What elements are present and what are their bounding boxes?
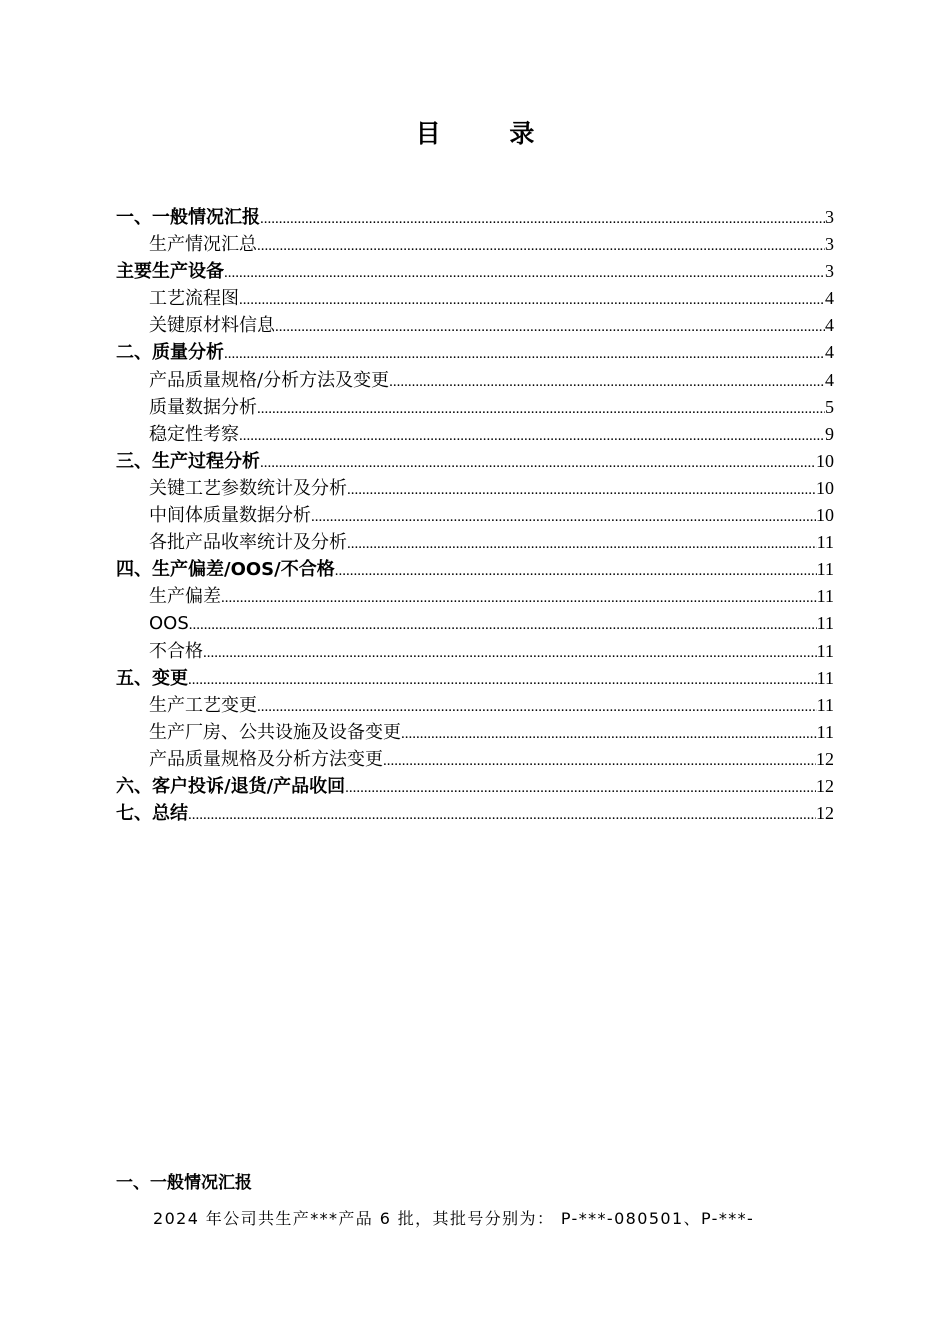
toc-title: 目 录 <box>415 119 565 148</box>
toc-entry-label: 四、生产偏差/OOS/不合格 <box>116 559 335 581</box>
toc-entry-page: 11 <box>816 667 834 688</box>
toc-entry[interactable] <box>116 502 834 529</box>
toc-entry-page: 3 <box>825 234 834 255</box>
table-of-contents <box>116 204 834 827</box>
toc-entry[interactable] <box>116 556 834 583</box>
toc-entry-page: 4 <box>825 315 834 336</box>
toc-entry[interactable] <box>116 258 834 285</box>
toc-leader-dots <box>260 206 825 231</box>
section-heading: 一、一般情况汇报 <box>116 1173 252 1193</box>
toc-entry[interactable] <box>116 692 834 719</box>
toc-leader-dots <box>224 260 825 285</box>
toc-entry[interactable] <box>116 475 834 502</box>
toc-entry-label: 产品质量规格及分析方法变更 <box>149 748 383 770</box>
toc-leader-dots <box>257 396 825 421</box>
toc-entry[interactable] <box>116 367 834 394</box>
toc-entry-page: 11 <box>816 532 834 553</box>
toc-entry-label: OOS <box>149 613 189 635</box>
toc-entry[interactable] <box>116 800 834 827</box>
toc-leader-dots <box>239 423 825 448</box>
toc-entry-page: 10 <box>816 477 834 498</box>
toc-entry-label: 三、生产过程分析 <box>116 450 260 472</box>
toc-entry-page: 10 <box>816 505 834 526</box>
toc-entry[interactable] <box>116 746 834 773</box>
toc-leader-dots <box>345 775 816 800</box>
toc-entry-page: 4 <box>825 369 834 390</box>
toc-entry[interactable] <box>116 665 834 692</box>
toc-leader-dots <box>239 287 825 312</box>
toc-leader-dots <box>347 531 817 556</box>
toc-entry[interactable] <box>116 285 834 312</box>
toc-entry-label: 产品质量规格/分析方法及变更 <box>149 369 390 391</box>
toc-entry[interactable] <box>116 638 834 665</box>
toc-leader-dots <box>335 558 817 583</box>
toc-entry[interactable] <box>116 204 834 231</box>
toc-entry-label: 工艺流程图 <box>149 288 239 310</box>
toc-entry-label: 生产偏差 <box>149 586 221 608</box>
toc-leader-dots <box>347 477 816 502</box>
toc-entry-page: 11 <box>816 640 834 661</box>
toc-entry-label: 六、客户投诉/退货/产品收回 <box>116 775 346 797</box>
toc-leader-dots <box>221 585 817 610</box>
body-paragraph: 2024 年公司共生产***产品 6 批，其批号分别为： P-***-080501、P-***- <box>153 1209 755 1228</box>
toc-entry-page: 11 <box>816 694 834 715</box>
toc-leader-dots <box>188 667 817 692</box>
toc-entry-page: 11 <box>816 613 834 634</box>
toc-entry-page: 3 <box>825 261 834 282</box>
toc-leader-dots <box>275 314 825 339</box>
toc-entry-label: 二、质量分析 <box>116 342 224 364</box>
toc-leader-dots <box>311 504 816 529</box>
toc-entry[interactable] <box>116 231 834 258</box>
toc-entry[interactable] <box>116 773 834 800</box>
toc-entry[interactable] <box>116 448 834 475</box>
toc-leader-dots <box>189 612 817 637</box>
toc-entry-label: 质量数据分析 <box>149 396 257 418</box>
toc-entry[interactable] <box>116 394 834 421</box>
toc-entry-page: 11 <box>816 559 834 580</box>
toc-entry-page: 12 <box>816 748 834 769</box>
toc-leader-dots <box>383 748 816 773</box>
toc-entry-label: 关键原材料信息 <box>149 315 275 337</box>
toc-entry-label: 各批产品收率统计及分析 <box>149 532 347 554</box>
toc-entry-page: 4 <box>825 288 834 309</box>
toc-entry-label: 一、一般情况汇报 <box>116 207 260 228</box>
toc-entry-label: 关键工艺参数统计及分析 <box>149 477 347 499</box>
toc-entry-label: 七、总结 <box>116 803 188 825</box>
toc-entry-label: 中间体质量数据分析 <box>149 505 311 527</box>
toc-entry-label: 不合格 <box>149 640 203 662</box>
toc-leader-dots <box>203 640 817 665</box>
toc-entry-page: 12 <box>816 803 834 824</box>
toc-leader-dots <box>260 450 816 475</box>
toc-leader-dots <box>224 341 825 366</box>
toc-leader-dots <box>257 694 817 719</box>
toc-entry-label: 五、变更 <box>116 667 188 689</box>
toc-entry-page: 12 <box>816 775 834 796</box>
toc-entry-label: 稳定性考察 <box>149 423 239 445</box>
toc-leader-dots <box>401 721 817 746</box>
toc-entry-page: 11 <box>816 721 834 742</box>
toc-entry[interactable] <box>116 339 834 366</box>
toc-entry[interactable] <box>116 529 834 556</box>
toc-entry-page: 3 <box>825 207 834 227</box>
toc-entry-label: 生产情况汇总 <box>149 234 257 256</box>
toc-entry[interactable] <box>116 421 834 448</box>
toc-entry-label: 生产工艺变更 <box>149 694 257 716</box>
toc-leader-dots <box>188 802 816 827</box>
toc-entry-label: 主要生产设备 <box>116 261 224 283</box>
toc-entry-page: 5 <box>825 396 834 417</box>
toc-entry-page: 4 <box>825 342 834 363</box>
toc-entry[interactable] <box>116 610 834 637</box>
toc-leader-dots <box>389 369 825 394</box>
toc-entry[interactable] <box>116 312 834 339</box>
toc-entry[interactable] <box>116 583 834 610</box>
toc-entry[interactable] <box>116 719 834 746</box>
toc-entry-page: 11 <box>816 586 834 607</box>
toc-leader-dots <box>257 233 825 258</box>
toc-entry-label: 生产厂房、公共设施及设备变更 <box>149 721 401 743</box>
toc-entry-page: 9 <box>825 423 834 444</box>
toc-entry-page: 10 <box>816 450 834 471</box>
